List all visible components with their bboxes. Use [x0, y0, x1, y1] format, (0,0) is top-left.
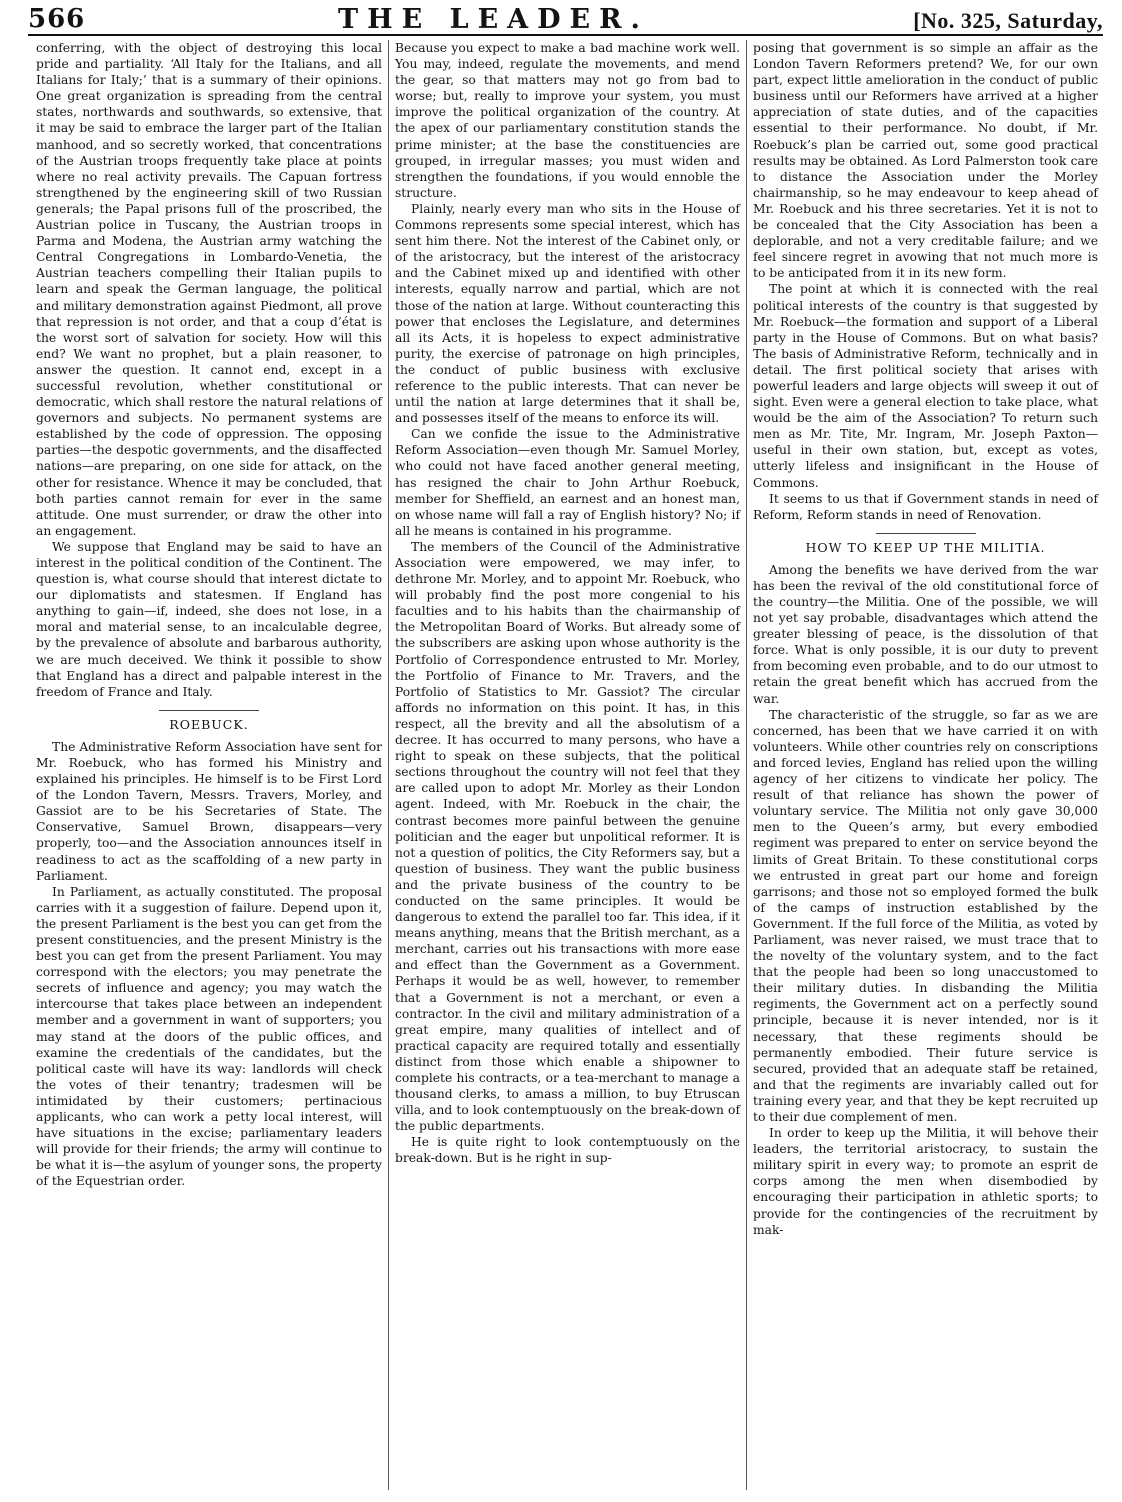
roebuck-paragraph: The Administrative Reform Association have sent for Mr. Roebuck, who has formed his Ministry and explained his principles. He himself is to be First Lord of the London Tavern, Messrs. Travers, Morley, and Gassiot are to be his Secretaries of State. The Conservative, Samuel Brown, disappears—very properly, too—and the Association announces itself in readiness to act as the scaffolding of a new party in Parliament.: [36, 739, 382, 883]
masthead: [28, 4, 1103, 36]
italy-article-paragraph: We suppose that England may be said to have an interest in the political condition of the Continent. The question is, what course should that interest dictate to our diplomatists and statesmen. If England has anything to gain—if, indeed, she does not lose, in a moral and material sense, to an incalculable degree, by the prevalence of absolute and barbarous authority, we are much deceived. We think it possible to show that England has a direct and palpable interest in the freedom of France and Italy.: [36, 539, 382, 699]
militia-heading: HOW TO KEEP UP THE MILITIA.: [805, 539, 1046, 555]
issue-info: [No. 325, Saturday,: [913, 8, 1103, 33]
roebuck-continuation: posing that government is so simple an affair as the London Tavern Reformers pretend? We, for our own part, expect little amelioration in the conduct of public business until our Reformers have arrived at a higher appreciation of state duties, and of the capacities essential to their performance. No doubt, if Mr. Roebuck’s plan be carried out, some good practical results may be obtained. As Lord Palmerston took care to distance the Association under the Morley chairmanship, so he may endeavour to keep ahead of Mr. Roebuck and his three secretaries. Yet it is not to be concealed that the City Association has been a deplorable, and not a very creditable failure; and we feel sincere regret in avowing that not much more is to be anticipated from it in its new form.: [753, 41, 1098, 281]
section-divider: [876, 533, 976, 534]
militia-paragraph: In order to keep up the Militia, it will behove their leaders, the territorial aristocracy, to sustain the military spirit in every way; to promote an esprit de corps among the men when disembodied by encouraging their participation in athletic sports; to provide for the contingencies of the recruitment by mak-: [753, 1126, 1098, 1237]
roebuck-paragraph: In Parliament, as actually constituted. The proposal carries with it a suggestion of failure. Depend upon it, the present Parliament is the best you can get from the present constituencies, and the present Ministry is the best you can get from the present Parliament. You may correspond with the electors; you may penetrate the secrets of influence and agency; you may watch the intercourse that takes place between an independent member and a government in want of supporters; you may stand at the doors of the public offices, and examine the credentials of the candidates, but the political caste will have its way: landlords will check the votes of their tenantry; tradesmen will be intimidated by their customers; pertinacious applicants, who can work a petty local interest, will have situations in the excise; parliamentary leaders will provide for their friends; the army will continue to be what it is—the asylum of younger sons, the property of the Equestrian order.: [36, 884, 382, 1189]
roebuck-paragraph: It seems to us that if Government stands in need of Reform, Reform stands in need of Renovation.: [753, 491, 1098, 522]
column-1: [30, 40, 388, 1490]
roebuck-paragraph: The members of the Council of the Administrative Association were empowered, we may infer, to dethrone Mr. Morley, and to appoint Mr. Roebuck, who will probably find the post more congenial to his faculties and to his habits than the chairmanship of the Metropolitan Board of Works. But already some of the subscribers are asking upon whose authority is the Portfolio of Correspondence entrusted to Mr. Morley, the Portfolio of Finance to Mr. Travers, and the Portfolio of Statistics to Mr. Gassiot? The circular affords no information on this point. It has, in this respect, all the brevity and all the absolutism of a decree. It has occurred to many persons, who have a right to speak on these subjects, that the political sections throughout the country will not feel that they are called upon to adopt Mr. Morley as their London agent. Indeed, with Mr. Roebuck in the chair, the contrast becomes more painful between the genuine politician and the eager but unpolitical reformer. It is not a question of politics, the City Reformers say, but a question of business. They want the public business and the private business of the country to be conducted on the same principles. It would be dangerous to extend the parallel too far. This idea, if it means anything, means that the British merchant, as a merchant, carries out his transactions with more ease and effect than the Government as a Government. Perhaps it would be as well, however, to remember that a Government is not a merchant, or even a contractor. In the civil and military administration of a great empire, many qualities of intellect and of practical capacity are required totally and essentially distinct from those which enable a shipowner to complete his contracts, or a tea-merchant to manage a thousand clerks, to amass a million, to buy Etruscan villa, and to look contemptuously on the break-down of the public departments.: [395, 539, 740, 1134]
column-2: [388, 40, 746, 1490]
roebuck-paragraph: He is quite right to look contemptuously on the break-down. But is he right in sup-: [395, 1135, 740, 1166]
roebuck-heading: ROEBUCK.: [169, 716, 249, 732]
page-number: 566: [28, 4, 86, 34]
newspaper-title: THE LEADER.: [338, 4, 649, 35]
section-divider: [159, 710, 259, 711]
roebuck-paragraph: Can we confide the issue to the Administrative Reform Association—even though Mr. Samuel Morley, who could not have faced another general meeting, has resigned the chair to John Arthur Roebuck, member for Sheffield, an earnest and an honest man, on whose name will fall a ray of English history? No; if all he means is contained in his programme.: [395, 427, 740, 538]
roebuck-continuation: Because you expect to make a bad machine work well. You may, indeed, regulate the movements, and mend the gear, so that matters may not go from bad to worse; but, really to improve your system, you must improve the political organization of the country. At the apex of our parliamentary constitution stands the prime minister; at the base the constituencies are grouped, in irregular masses; you must widen and strengthen the foundations, if you would ennoble the structure.: [395, 41, 740, 200]
militia-paragraph: The characteristic of the struggle, so far as we are concerned, has been that we have carried it on with volunteers. While other countries rely on conscriptions and forced levies, England has relied upon the willing agency of her citizens to vindicate her policy. The result of that reliance has shown the power of voluntary service. The Militia not only gave 30,000 men to the Queen’s army, but every embodied regiment was prepared to enter on service beyond the limits of Great Britain. To these constitutional corps we entrusted in great part our home and foreign garrisons; and those not so employed formed the bulk of the camps of instruction established by the Government. If the full force of the Militia, as voted by Parliament, was never raised, we must trace that to the novelty of the voluntary system, and to the fact that the people had been so long unaccustomed to their military duties. In disbanding the Militia regiments, the Government act on a perfectly sound principle, because it is never intended, nor is it necessary, that these regiments should be permanently embodied. Their future service is secured, provided that an adequate staff be retained, and that the regiments are invariably called out for training every year, and that they be kept recruited up to their due complement of men.: [753, 707, 1098, 1124]
roebuck-paragraph: The point at which it is connected with the real political interests of the country is that suggested by Mr. Roebuck—the formation and support of a Liberal party in the House of Commons. But on what basis? The basis of Administrative Reform, technically and in detail. The first political society that arises with powerful leaders and large objects will sweep it out of sight. Even were a general election to take place, what would be the aim of the Association? To return such men as Mr. Tite, Mr. Ingram, Mr. Joseph Paxton—useful in their own station, but, except as votes, utterly lifeless and insignificant in the House of Commons.: [753, 282, 1098, 490]
militia-paragraph: Among the benefits we have derived from the war has been the revival of the old constitutional force of the country—the Militia. One of the possible, we will not yet say probable, disadvantages which attend the greater blessing of peace, is the dissolution of that force. What is only possible, it is our duty to prevent from becoming even probable, and to do our utmost to retain the great benefit which has accrued from the war.: [753, 562, 1098, 706]
italy-article-continuation: conferring, with the object of destroying this local pride and partiality. ‘All Italy for the Italians, and all Italians for Italy;’ that is a summary of their opinions. One great organization is spreading from the central states, northwards and southwards, so extensive, that it may be said to embrace the larger part of the Italian manhood, and so secretly worked, that concentrations of the Austrian troops frequently take place at points where no real activity prevails. The Capuan fortress strengthened by the engineering skill of two Russian generals; the Papal prisons full of the proscribed, the Austrian police in Tuscany, the Austrian troops in Parma and Modena, the Austrian army watching the Central Congregations in Lombardo-Venetia, the Austrian teachers compelling their Italian pupils to learn and speak the German language, the political and military demonstration against Piedmont, all prove that repression is not order, and that a coup d’état is the worst sort of salvation for society. How will this end? We want no prophet, but a plain reasoner, to answer the question. It cannot end, except in a successful revolution, whether constitutional or democratic, which shall restore the natural relations of governors and subjects. No permanent systems are established by the code of oppression. The opposing parties—the despotic governments, and the disaffected nations—are preparing, on one side for attack, on the other for resistance. Whence it may be concluded, that both parties cannot remain for ever in the same attitude. One must surrender, or draw the other into an engagement.: [36, 41, 382, 538]
roebuck-paragraph: Plainly, nearly every man who sits in the House of Commons represents some special interest, which has sent him there. Not the interest of the Cabinet only, or of the aristocracy, but the interest of the aristocracy and the Cabinet mixed up and identified with other interests, equally narrow and partial, which are not those of the nation at large. Without counteracting this power that encloses the Legislature, and determines all its Acts, it is hopeless to expect administrative purity, the exercise of patronage on high principles, the conduct of public business with exclusive reference to the public interests. That can never be until the nation at large determines that it shall be, and possesses itself of the means to enforce its will.: [395, 201, 740, 426]
article-columns: [30, 40, 1104, 1490]
column-3: [746, 40, 1104, 1490]
